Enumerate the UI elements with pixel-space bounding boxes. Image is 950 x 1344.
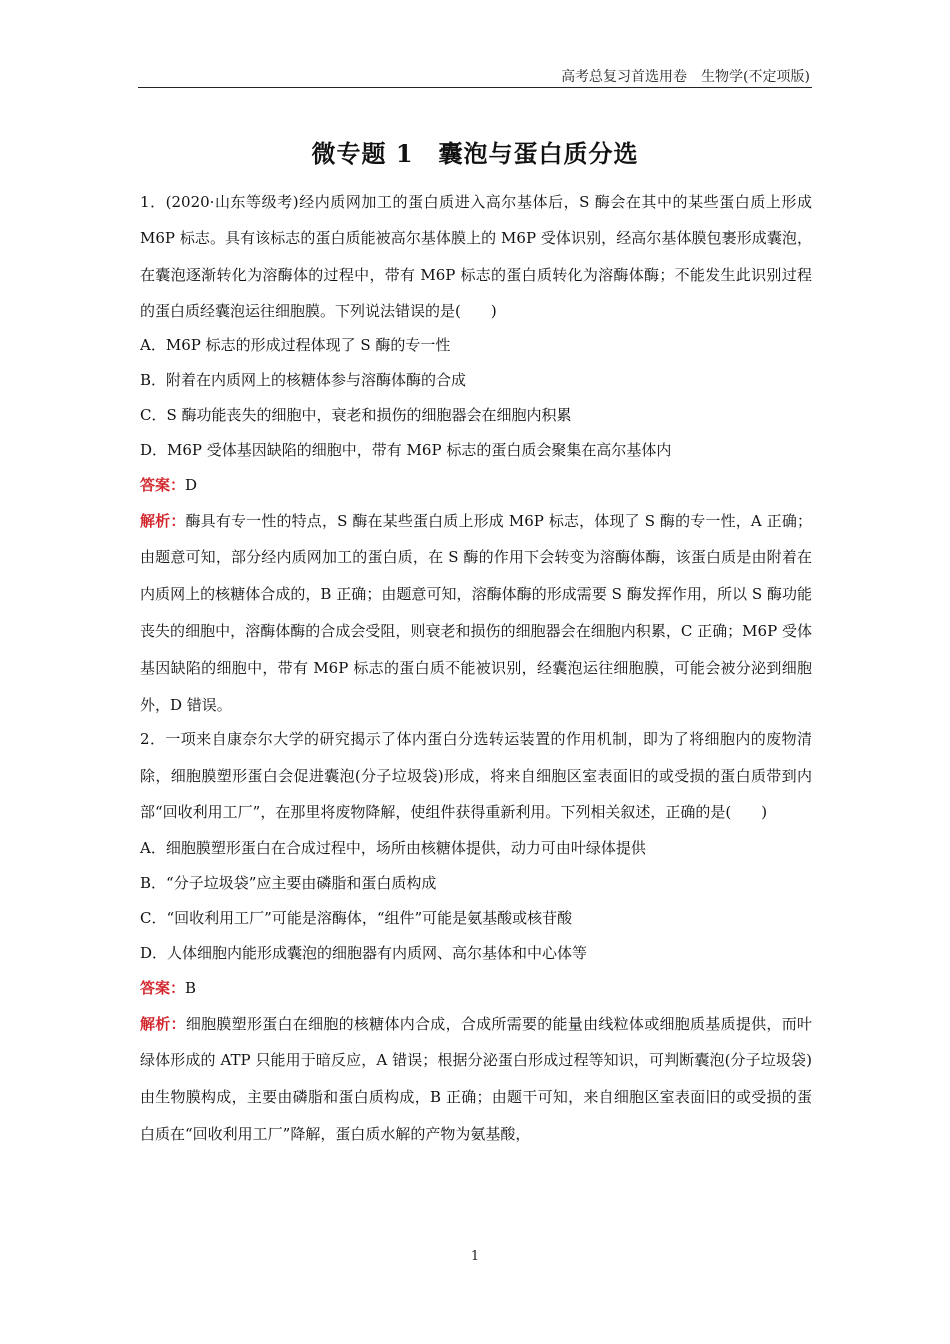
question-2-option-a: A．细胞膜塑形蛋白在合成过程中，场所由核糖体提供，动力可由叶绿体提供 <box>140 838 646 857</box>
question-2-option-d: D．人体细胞内能形成囊泡的细胞器有内质网、高尔基体和中心体等 <box>140 943 588 962</box>
question-1-option-b: B．附着在内质网上的核糖体参与溶酶体酶的合成 <box>140 370 467 389</box>
question-2-option-c: C．“回收利用工厂”可能是溶酶体，“组件”可能是氨基酸或核苷酸 <box>140 908 573 927</box>
answer-label: 答案： <box>140 475 186 494</box>
page-number: 1 <box>470 1249 480 1264</box>
question-2-answer <box>140 971 812 1006</box>
analysis-text: 细胞膜塑形蛋白在细胞的核糖体内合成，合成所需要的能量由线粒体或细胞质基质提供，而叶绿体形成的 ATP 只能用于暗反应，A 错误；根据分泌蛋白形成过程等知识，可判断囊泡(分子垃圾袋)由生物膜构成，主要由磷脂和蛋白质构成，B 正确；由题干可知，来自细胞区室表面旧的或受损的蛋白质在“回收利用工厂”降解，蛋白质水解的产物为氨基酸， <box>140 1014 812 1144</box>
document-body <box>140 184 812 1153</box>
question-2-option-b: B．“分子垃圾袋”应主要由磷脂和蛋白质构成 <box>140 873 437 892</box>
question-2-stem: 2．一项来自康奈尔大学的研究揭示了体内蛋白分选转运装置的作用机制，即为了将细胞内的废物清除，细胞膜塑形蛋白会促进囊泡(分子垃圾袋)形成，将来自细胞区室表面旧的或受损的蛋白质带到内部“回收利用工厂”，在那里将废物降解，使组件获得重新利用。下列相关叙述，正确的是( ) <box>140 730 812 822</box>
analysis-label: 解析： <box>140 511 186 530</box>
page-title: 微专题 1 囊泡与蛋白质分选 <box>311 139 639 168</box>
answer-label: 答案： <box>140 978 186 997</box>
question-1-option-a: A．M6P 标志的形成过程体现了 S 酶的专一性 <box>140 335 451 354</box>
analysis-label: 解析： <box>140 1014 186 1033</box>
question-1-answer <box>140 468 812 503</box>
answer-value: B <box>185 978 197 997</box>
header-rule <box>138 87 812 88</box>
question-2-analysis <box>140 1006 812 1153</box>
analysis-text: 酶具有专一性的特点，S 酶在某些蛋白质上形成 M6P 标志，体现了 S 酶的专一性，A 正确；由题意可知，部分经内质网加工的蛋白质，在 S 酶的作用下会转变为溶酶体酶，该蛋白质是由附着在内质网上的核糖体合成的，B 正确；由题意可知，溶酶体酶的形成需要 S 酶发挥作用，所以 S 酶功能丧失的细胞中，溶酶体酶的合成会受阻，则衰老和损伤的细胞器会在细胞内积累，C 正确；M6P 受体基因缺陷的细胞中，带有 M6P 标志的蛋白质不能被识别，经囊泡运往细胞膜，可能会被分泌到细胞外，D 错误。 <box>140 511 812 714</box>
question-1-option-c: C．S 酶功能丧失的细胞中，衰老和损伤的细胞器会在细胞内积累 <box>140 405 572 424</box>
question-1-option-d: D．M6P 受体基因缺陷的细胞中，带有 M6P 标志的蛋白质会聚集在高尔基体内 <box>140 440 672 459</box>
question-1-analysis <box>140 503 812 724</box>
answer-value: D <box>185 475 198 494</box>
question-1-stem: 1．(2020·山东等级考)经内质网加工的蛋白质进入高尔基体后，S 酶会在其中的某些蛋白质上形成 M6P 标志。具有该标志的蛋白质能被高尔基体膜上的 M6P 受体识别，经高尔基体膜包裹形成囊泡，在囊泡逐渐转化为溶酶体的过程中，带有 M6P 标志的蛋白质转化为溶酶体酶；不能发生此识别过程的蛋白质经囊泡运往细胞膜。下列说法错误的是( ) <box>140 193 812 321</box>
running-header: 高考总复习首选用卷 生物学(不定项版) <box>561 69 810 85</box>
